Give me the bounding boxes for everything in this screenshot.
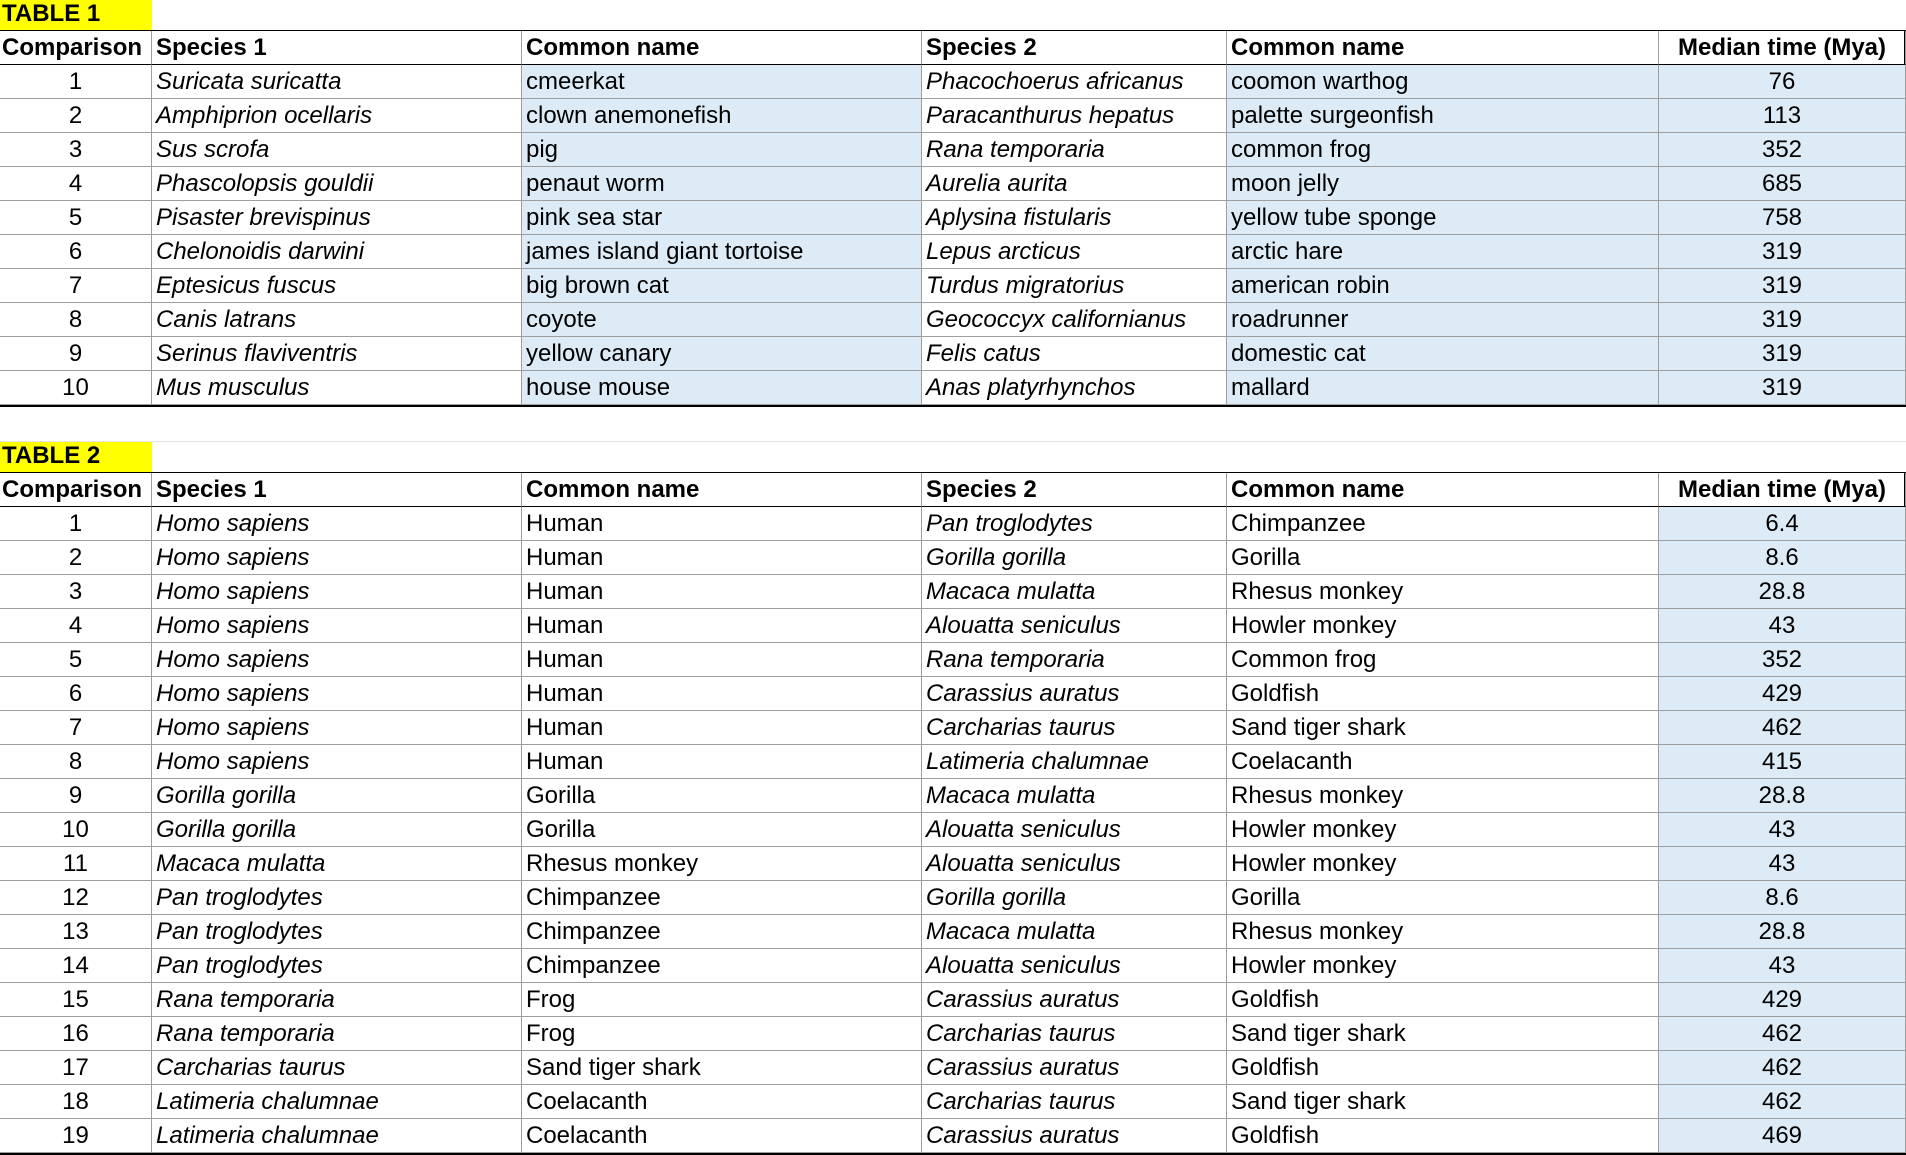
cell-common-name1[interactable]: Human <box>522 507 922 541</box>
cell-common-name1[interactable]: Human <box>522 745 922 779</box>
cell-common-name1[interactable]: Chimpanzee <box>522 949 922 983</box>
cell-species1[interactable]: Rana temporaria <box>152 983 522 1017</box>
header-cell-species2[interactable]: Species 2 <box>922 473 1227 507</box>
cell-species1[interactable]: Mus musculus <box>152 371 522 405</box>
cell-comparison[interactable]: 2 <box>0 541 152 575</box>
cell-comparison[interactable]: 19 <box>0 1119 152 1153</box>
cell-species1[interactable]: Pan troglodytes <box>152 915 522 949</box>
cell-common-name2[interactable]: Rhesus monkey <box>1227 779 1659 813</box>
cell-common-name2[interactable]: Sand tiger shark <box>1227 711 1659 745</box>
header-cell-common-name1[interactable]: Common name <box>522 31 922 65</box>
cell-species2[interactable]: Alouatta seniculus <box>922 847 1227 881</box>
table-row <box>0 643 1904 677</box>
cell-common-name2[interactable]: moon jelly <box>1227 167 1659 201</box>
cell-species2[interactable]: Aurelia aurita <box>922 167 1227 201</box>
cell-median-time[interactable]: 43 <box>1659 813 1906 847</box>
cell-median-time[interactable]: 352 <box>1659 133 1906 167</box>
header-cell-comparison[interactable]: Comparison <box>0 473 152 507</box>
cell-common-name2[interactable]: roadrunner <box>1227 303 1659 337</box>
cell-median-time[interactable]: 462 <box>1659 1085 1906 1119</box>
cell-species2[interactable]: Paracanthurus hepatus <box>922 99 1227 133</box>
cell-common-name2[interactable]: Coelacanth <box>1227 745 1659 779</box>
cell-common-name2[interactable]: american robin <box>1227 269 1659 303</box>
cell-median-time[interactable]: 415 <box>1659 745 1906 779</box>
header-cell-species2[interactable]: Species 2 <box>922 31 1227 65</box>
cell-species1[interactable]: Homo sapiens <box>152 643 522 677</box>
cell-species1[interactable]: Rana temporaria <box>152 1017 522 1051</box>
cell-median-time[interactable]: 758 <box>1659 201 1906 235</box>
cell-common-name1[interactable]: Human <box>522 575 922 609</box>
cell-common-name2[interactable]: Sand tiger shark <box>1227 1085 1659 1119</box>
table-row <box>0 711 1904 745</box>
cell-species1[interactable]: Homo sapiens <box>152 711 522 745</box>
cell-species1[interactable]: Phascolopsis gouldii <box>152 167 522 201</box>
cell-species1[interactable]: Latimeria chalumnae <box>152 1085 522 1119</box>
cell-species1[interactable]: Macaca mulatta <box>152 847 522 881</box>
cell-comparison[interactable]: 6 <box>0 677 152 711</box>
cell-comparison[interactable]: 5 <box>0 201 152 235</box>
table-row <box>0 575 1904 609</box>
cell-common-name1[interactable]: Human <box>522 643 922 677</box>
cell-common-name1[interactable]: Coelacanth <box>522 1119 922 1153</box>
cell-common-name2[interactable]: Goldfish <box>1227 1051 1659 1085</box>
cell-species2[interactable]: Alouatta seniculus <box>922 813 1227 847</box>
cell-common-name1[interactable]: house mouse <box>522 371 922 405</box>
table-row <box>0 1119 1904 1153</box>
cell-species2[interactable]: Carassius auratus <box>922 1051 1227 1085</box>
cell-comparison[interactable]: 8 <box>0 745 152 779</box>
cell-common-name1[interactable]: Gorilla <box>522 779 922 813</box>
cell-common-name1[interactable]: Sand tiger shark <box>522 1051 922 1085</box>
cell-common-name2[interactable]: Howler monkey <box>1227 847 1659 881</box>
table-row <box>0 507 1904 541</box>
cell-median-time[interactable]: 28.8 <box>1659 575 1906 609</box>
cell-species1[interactable]: Suricata suricatta <box>152 65 522 99</box>
cell-species2[interactable]: Aplysina fistularis <box>922 201 1227 235</box>
cell-common-name1[interactable]: Frog <box>522 1017 922 1051</box>
header-cell-median-time[interactable]: Median time (Mya) <box>1659 473 1906 507</box>
cell-median-time[interactable]: 319 <box>1659 303 1906 337</box>
cell-species1[interactable]: Pisaster brevispinus <box>152 201 522 235</box>
cell-comparison[interactable]: 11 <box>0 847 152 881</box>
cell-common-name2[interactable]: coomon warthog <box>1227 65 1659 99</box>
cell-species2[interactable]: Phacochoerus africanus <box>922 65 1227 99</box>
cell-common-name1[interactable]: big brown cat <box>522 269 922 303</box>
cell-median-time[interactable]: 43 <box>1659 949 1906 983</box>
cell-species2[interactable]: Macaca mulatta <box>922 575 1227 609</box>
cell-species2[interactable]: Geococcyx californianus <box>922 303 1227 337</box>
cell-median-time[interactable]: 462 <box>1659 1051 1906 1085</box>
cell-comparison[interactable]: 4 <box>0 609 152 643</box>
cell-species2[interactable]: Rana temporaria <box>922 643 1227 677</box>
cell-common-name1[interactable]: penaut worm <box>522 167 922 201</box>
cell-median-time[interactable]: 8.6 <box>1659 541 1906 575</box>
header-cell-common-name2[interactable]: Common name <box>1227 31 1659 65</box>
table-row <box>0 847 1904 881</box>
cell-comparison[interactable]: 18 <box>0 1085 152 1119</box>
cell-common-name2[interactable]: Howler monkey <box>1227 813 1659 847</box>
cell-comparison[interactable]: 13 <box>0 915 152 949</box>
cell-common-name2[interactable]: Goldfish <box>1227 677 1659 711</box>
cell-common-name2[interactable]: Goldfish <box>1227 983 1659 1017</box>
table-row <box>0 1051 1904 1085</box>
cell-common-name1[interactable]: pig <box>522 133 922 167</box>
cell-species1[interactable]: Homo sapiens <box>152 609 522 643</box>
cell-median-time[interactable]: 429 <box>1659 983 1906 1017</box>
cell-median-time[interactable]: 76 <box>1659 65 1906 99</box>
cell-common-name2[interactable]: mallard <box>1227 371 1659 405</box>
cell-species2[interactable]: Turdus migratorius <box>922 269 1227 303</box>
cell-species2[interactable]: Alouatta seniculus <box>922 609 1227 643</box>
cell-comparison[interactable]: 1 <box>0 507 152 541</box>
cell-median-time[interactable]: 43 <box>1659 609 1906 643</box>
cell-comparison[interactable]: 6 <box>0 235 152 269</box>
cell-median-time[interactable]: 685 <box>1659 167 1906 201</box>
spacer-row <box>0 407 1906 442</box>
cell-species2[interactable]: Gorilla gorilla <box>922 541 1227 575</box>
cell-species1[interactable]: Homo sapiens <box>152 745 522 779</box>
cell-comparison[interactable]: 1 <box>0 65 152 99</box>
cell-common-name2[interactable]: Rhesus monkey <box>1227 575 1659 609</box>
cell-common-name2[interactable]: Gorilla <box>1227 541 1659 575</box>
cell-species1[interactable]: Gorilla gorilla <box>152 779 522 813</box>
cell-common-name2[interactable]: domestic cat <box>1227 337 1659 371</box>
cell-comparison[interactable]: 16 <box>0 1017 152 1051</box>
cell-comparison[interactable]: 5 <box>0 643 152 677</box>
table-row <box>0 949 1904 983</box>
cell-species1[interactable]: Pan troglodytes <box>152 949 522 983</box>
cell-species2[interactable]: Lepus arcticus <box>922 235 1227 269</box>
table-row <box>0 813 1904 847</box>
cell-median-time[interactable]: 319 <box>1659 371 1906 405</box>
cell-comparison[interactable]: 15 <box>0 983 152 1017</box>
table-row <box>0 167 1904 201</box>
cell-comparison[interactable]: 12 <box>0 881 152 915</box>
cell-common-name1[interactable]: Coelacanth <box>522 1085 922 1119</box>
header-cell-common-name1[interactable]: Common name <box>522 473 922 507</box>
cell-median-time[interactable]: 8.6 <box>1659 881 1906 915</box>
header-cell-common-name2[interactable]: Common name <box>1227 473 1659 507</box>
cell-common-name1[interactable]: Human <box>522 677 922 711</box>
cell-median-time[interactable]: 319 <box>1659 235 1906 269</box>
table2-header-row <box>0 472 1904 507</box>
cell-species1[interactable]: Homo sapiens <box>152 507 522 541</box>
table-row <box>0 99 1904 133</box>
cell-species1[interactable]: Latimeria chalumnae <box>152 1119 522 1153</box>
cell-species2[interactable]: Carcharias taurus <box>922 711 1227 745</box>
cell-common-name2[interactable]: Common frog <box>1227 643 1659 677</box>
cell-median-time[interactable]: 319 <box>1659 337 1906 371</box>
cell-common-name2[interactable]: Sand tiger shark <box>1227 1017 1659 1051</box>
table1-header-row <box>0 30 1904 65</box>
header-cell-species1[interactable]: Species 1 <box>152 31 522 65</box>
cell-common-name1[interactable]: james island giant tortoise <box>522 235 922 269</box>
table-row <box>0 745 1904 779</box>
cell-median-time[interactable]: 462 <box>1659 711 1906 745</box>
table-row <box>0 677 1904 711</box>
table-row <box>0 269 1904 303</box>
cell-common-name1[interactable]: Human <box>522 609 922 643</box>
cell-median-time[interactable]: 469 <box>1659 1119 1906 1153</box>
header-cell-median-time[interactable]: Median time (Mya) <box>1659 31 1906 65</box>
cell-common-name2[interactable]: Rhesus monkey <box>1227 915 1659 949</box>
cell-comparison[interactable]: 7 <box>0 711 152 745</box>
cell-median-time[interactable]: 6.4 <box>1659 507 1906 541</box>
cell-median-time[interactable]: 28.8 <box>1659 779 1906 813</box>
cell-species1[interactable]: Eptesicus fuscus <box>152 269 522 303</box>
cell-median-time[interactable]: 319 <box>1659 269 1906 303</box>
cell-common-name2[interactable]: yellow tube sponge <box>1227 201 1659 235</box>
cell-common-name1[interactable]: cmeerkat <box>522 65 922 99</box>
cell-median-time[interactable]: 43 <box>1659 847 1906 881</box>
table-row <box>0 303 1904 337</box>
cell-species2[interactable]: Carcharias taurus <box>922 1085 1227 1119</box>
cell-species1[interactable]: Carcharias taurus <box>152 1051 522 1085</box>
cell-species2[interactable]: Rana temporaria <box>922 133 1227 167</box>
cell-species2[interactable]: Macaca mulatta <box>922 779 1227 813</box>
cell-species1[interactable]: Sus scrofa <box>152 133 522 167</box>
cell-species2[interactable]: Carassius auratus <box>922 983 1227 1017</box>
cell-species2[interactable]: Anas platyrhynchos <box>922 371 1227 405</box>
table-row <box>0 915 1904 949</box>
cell-species1[interactable]: Homo sapiens <box>152 575 522 609</box>
table-row <box>0 235 1904 269</box>
cell-species2[interactable]: Macaca mulatta <box>922 915 1227 949</box>
cell-species2[interactable]: Carcharias taurus <box>922 1017 1227 1051</box>
cell-comparison[interactable]: 10 <box>0 371 152 405</box>
cell-common-name1[interactable]: clown anemonefish <box>522 99 922 133</box>
cell-species1[interactable]: Gorilla gorilla <box>152 813 522 847</box>
cell-comparison[interactable]: 2 <box>0 99 152 133</box>
cell-common-name1[interactable]: Chimpanzee <box>522 915 922 949</box>
table-row <box>0 541 1904 575</box>
cell-comparison[interactable]: 9 <box>0 779 152 813</box>
cell-common-name1[interactable]: coyote <box>522 303 922 337</box>
table-row <box>0 1017 1904 1051</box>
table-row <box>0 371 1904 405</box>
cell-common-name2[interactable]: Howler monkey <box>1227 949 1659 983</box>
cell-common-name1[interactable]: Rhesus monkey <box>522 847 922 881</box>
cell-species1[interactable]: Canis latrans <box>152 303 522 337</box>
cell-common-name2[interactable]: common frog <box>1227 133 1659 167</box>
table1-title[interactable]: TABLE 1 <box>0 0 152 30</box>
cell-comparison[interactable]: 14 <box>0 949 152 983</box>
cell-species2[interactable]: Pan troglodytes <box>922 507 1227 541</box>
table-row <box>0 1085 1904 1119</box>
cell-species1[interactable]: Pan troglodytes <box>152 881 522 915</box>
cell-common-name2[interactable]: palette surgeonfish <box>1227 99 1659 133</box>
table1 <box>0 30 1906 407</box>
cell-common-name1[interactable]: Frog <box>522 983 922 1017</box>
cell-species2[interactable]: Felis catus <box>922 337 1227 371</box>
cell-comparison[interactable]: 4 <box>0 167 152 201</box>
cell-comparison[interactable]: 10 <box>0 813 152 847</box>
table1-title-row <box>0 0 1906 30</box>
cell-comparison[interactable]: 7 <box>0 269 152 303</box>
cell-common-name2[interactable]: Gorilla <box>1227 881 1659 915</box>
cell-species1[interactable]: Chelonoidis darwini <box>152 235 522 269</box>
cell-species2[interactable]: Gorilla gorilla <box>922 881 1227 915</box>
cell-comparison[interactable]: 3 <box>0 133 152 167</box>
cell-species2[interactable]: Carassius auratus <box>922 1119 1227 1153</box>
table-row <box>0 201 1904 235</box>
cell-species1[interactable]: Amphiprion ocellaris <box>152 99 522 133</box>
table-row <box>0 881 1904 915</box>
cell-common-name1[interactable]: Chimpanzee <box>522 881 922 915</box>
table2-title-row <box>0 442 1906 472</box>
cell-comparison[interactable]: 9 <box>0 337 152 371</box>
cell-comparison[interactable]: 8 <box>0 303 152 337</box>
cell-common-name2[interactable]: Goldfish <box>1227 1119 1659 1153</box>
table-row <box>0 133 1904 167</box>
cell-common-name1[interactable]: Human <box>522 711 922 745</box>
cell-species2[interactable]: Carassius auratus <box>922 677 1227 711</box>
cell-common-name2[interactable]: arctic hare <box>1227 235 1659 269</box>
header-cell-species1[interactable]: Species 1 <box>152 473 522 507</box>
cell-median-time[interactable]: 28.8 <box>1659 915 1906 949</box>
cell-median-time[interactable]: 462 <box>1659 1017 1906 1051</box>
cell-median-time[interactable]: 113 <box>1659 99 1906 133</box>
table-row <box>0 779 1904 813</box>
cell-common-name2[interactable]: Howler monkey <box>1227 609 1659 643</box>
cell-species1[interactable]: Serinus flaviventris <box>152 337 522 371</box>
header-cell-comparison[interactable]: Comparison <box>0 31 152 65</box>
cell-common-name1[interactable]: yellow canary <box>522 337 922 371</box>
cell-median-time[interactable]: 352 <box>1659 643 1906 677</box>
cell-species2[interactable]: Alouatta seniculus <box>922 949 1227 983</box>
cell-median-time[interactable]: 429 <box>1659 677 1906 711</box>
cell-common-name1[interactable]: Gorilla <box>522 813 922 847</box>
table2-title[interactable]: TABLE 2 <box>0 442 152 472</box>
table2 <box>0 472 1906 1155</box>
cell-common-name1[interactable]: pink sea star <box>522 201 922 235</box>
cell-common-name2[interactable]: Chimpanzee <box>1227 507 1659 541</box>
table-row <box>0 65 1904 99</box>
cell-species1[interactable]: Homo sapiens <box>152 541 522 575</box>
table-row <box>0 983 1904 1017</box>
cell-comparison[interactable]: 17 <box>0 1051 152 1085</box>
table-row <box>0 337 1904 371</box>
cell-common-name1[interactable]: Human <box>522 541 922 575</box>
table-row <box>0 609 1904 643</box>
cell-species2[interactable]: Latimeria chalumnae <box>922 745 1227 779</box>
cell-comparison[interactable]: 3 <box>0 575 152 609</box>
cell-species1[interactable]: Homo sapiens <box>152 677 522 711</box>
